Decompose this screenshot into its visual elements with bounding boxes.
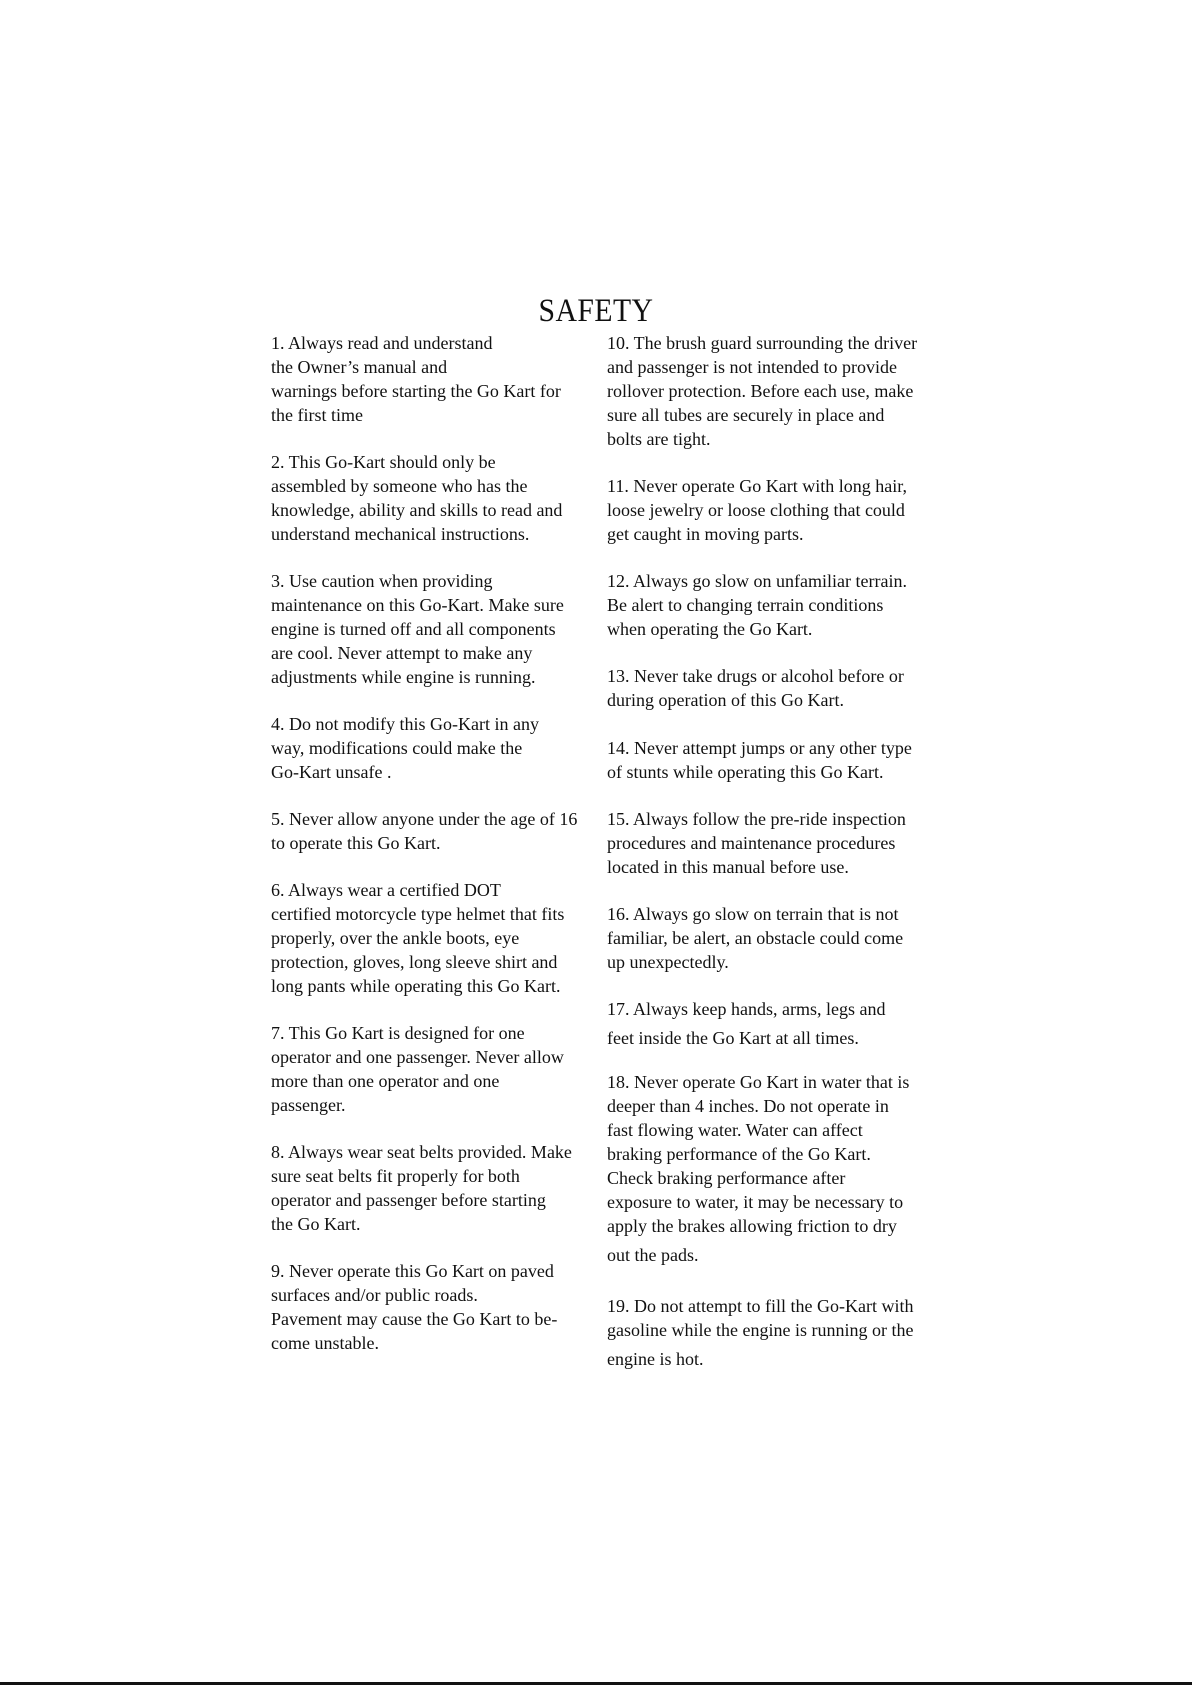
safety-item-19 bbox=[607, 1294, 913, 1371]
item-line: Check braking performance after bbox=[607, 1168, 846, 1188]
item-line: sure all tubes are securely in place and bbox=[607, 405, 885, 425]
item-line: assembled by someone who has the bbox=[271, 476, 528, 496]
item-line: are cool. Never attempt to make any bbox=[271, 643, 533, 663]
item-line: 1. Always read and understand bbox=[271, 333, 493, 353]
item-line: maintenance on this Go-Kart. Make sure bbox=[271, 595, 564, 615]
item-line: understand mechanical instructions. bbox=[271, 524, 530, 544]
item-line: bolts are tight. bbox=[607, 429, 711, 449]
item-line: deeper than 4 inches. Do not operate in bbox=[607, 1096, 889, 1116]
item-line: fast flowing water. Water can affect bbox=[607, 1120, 863, 1140]
safety-item-11 bbox=[607, 474, 907, 546]
item-line: during operation of this Go Kart. bbox=[607, 690, 844, 710]
item-line: the first time bbox=[271, 405, 363, 425]
item-line: located in this manual before use. bbox=[607, 857, 849, 877]
item-line: adjustments while engine is running. bbox=[271, 667, 536, 687]
item-line: 11. Never operate Go Kart with long hair, bbox=[607, 476, 908, 496]
item-line: long pants while operating this Go Kart. bbox=[271, 976, 561, 996]
item-line: way, modifications could make the bbox=[271, 738, 523, 758]
item-line: 10. The brush guard surrounding the driver bbox=[607, 333, 918, 353]
safety-item-5 bbox=[271, 807, 577, 855]
item-line: Go-Kart unsafe . bbox=[271, 762, 392, 782]
item-line: 17. Always keep hands, arms, legs and bbox=[607, 999, 886, 1019]
item-line: up unexpectedly. bbox=[607, 952, 729, 972]
item-line: 3. Use caution when providing bbox=[271, 571, 493, 591]
item-line: 2. This Go-Kart should only be bbox=[271, 452, 496, 472]
item-line: properly, over the ankle boots, eye bbox=[271, 928, 520, 948]
safety-item-17 bbox=[607, 997, 885, 1050]
item-line: protection, gloves, long sleeve shirt and bbox=[271, 952, 558, 972]
item-line: 7. This Go Kart is designed for one bbox=[271, 1023, 525, 1043]
item-line: come unstable. bbox=[271, 1333, 379, 1353]
safety-item-8 bbox=[271, 1140, 572, 1236]
item-line: gasoline while the engine is running or the bbox=[607, 1320, 914, 1340]
item-line: surfaces and/or public roads. bbox=[271, 1285, 478, 1305]
item-line: Pavement may cause the Go Kart to be- bbox=[271, 1309, 558, 1329]
item-line: when operating the Go Kart. bbox=[607, 619, 813, 639]
item-line: 8. Always wear seat belts provided. Make bbox=[271, 1142, 572, 1162]
item-line: more than one operator and one bbox=[271, 1071, 500, 1091]
item-line: out the pads. bbox=[607, 1245, 699, 1265]
item-line: 18. Never operate Go Kart in water that is bbox=[607, 1072, 910, 1092]
item-line: 5. Never allow anyone under the age of 16 bbox=[271, 809, 578, 829]
item-line: 9. Never operate this Go Kart on paved bbox=[271, 1261, 554, 1281]
safety-item-9 bbox=[271, 1259, 557, 1355]
safety-item-4 bbox=[271, 712, 539, 784]
item-line: familiar, be alert, an obstacle could come bbox=[607, 928, 904, 948]
item-line: warnings before starting the Go Kart for bbox=[271, 381, 561, 401]
item-line: of stunts while operating this Go Kart. bbox=[607, 762, 884, 782]
page-title: SAFETY bbox=[538, 293, 654, 329]
safety-item-1 bbox=[271, 331, 561, 427]
item-line: procedures and maintenance procedures bbox=[607, 833, 896, 853]
item-line: and passenger is not intended to provide bbox=[607, 357, 897, 377]
item-line: feet inside the Go Kart at all times. bbox=[607, 1028, 859, 1048]
item-line: rollover protection. Before each use, make bbox=[607, 381, 914, 401]
safety-item-10 bbox=[607, 331, 917, 451]
item-line: certified motorcycle type helmet that fits bbox=[271, 904, 565, 924]
safety-item-6 bbox=[271, 878, 564, 998]
item-line: apply the brakes allowing friction to dry bbox=[607, 1216, 897, 1236]
safety-item-2 bbox=[271, 450, 562, 546]
safety-item-16 bbox=[607, 902, 903, 974]
item-line: get caught in moving parts. bbox=[607, 524, 804, 544]
item-line: 4. Do not modify this Go-Kart in any bbox=[271, 714, 539, 734]
item-line: sure seat belts fit properly for both bbox=[271, 1166, 520, 1186]
safety-item-12 bbox=[607, 569, 907, 641]
item-line: 14. Never attempt jumps or any other type bbox=[607, 738, 912, 758]
item-line: 12. Always go slow on unfamiliar terrain. bbox=[607, 571, 907, 591]
safety-item-18 bbox=[607, 1070, 909, 1267]
safety-item-3 bbox=[271, 569, 564, 689]
item-line: braking performance of the Go Kart. bbox=[607, 1144, 871, 1164]
item-line: 19. Do not attempt to fill the Go-Kart with bbox=[607, 1296, 914, 1316]
item-line: passenger. bbox=[271, 1095, 346, 1115]
item-line: engine is turned off and all components bbox=[271, 619, 556, 639]
item-line: the Owner’s manual and bbox=[271, 357, 448, 377]
item-line: exposure to water, it may be necessary to bbox=[607, 1192, 904, 1212]
item-line: Be alert to changing terrain conditions bbox=[607, 595, 884, 615]
item-line: engine is hot. bbox=[607, 1349, 704, 1369]
item-line: 6. Always wear a certified DOT bbox=[271, 880, 501, 900]
safety-item-13 bbox=[607, 664, 904, 712]
item-line: knowledge, ability and skills to read and bbox=[271, 500, 563, 520]
item-line: operator and one passenger. Never allow bbox=[271, 1047, 564, 1067]
safety-item-7 bbox=[271, 1021, 564, 1117]
safety-item-15 bbox=[607, 807, 906, 879]
item-line: 16. Always go slow on terrain that is not bbox=[607, 904, 899, 924]
item-line: the Go Kart. bbox=[271, 1214, 361, 1234]
safety-item-14 bbox=[607, 736, 912, 784]
item-line: operator and passenger before starting bbox=[271, 1190, 546, 1210]
item-line: 13. Never take drugs or alcohol before or bbox=[607, 666, 904, 686]
item-line: to operate this Go Kart. bbox=[271, 833, 441, 853]
item-line: 15. Always follow the pre-ride inspection bbox=[607, 809, 906, 829]
item-line: loose jewelry or loose clothing that could bbox=[607, 500, 905, 520]
